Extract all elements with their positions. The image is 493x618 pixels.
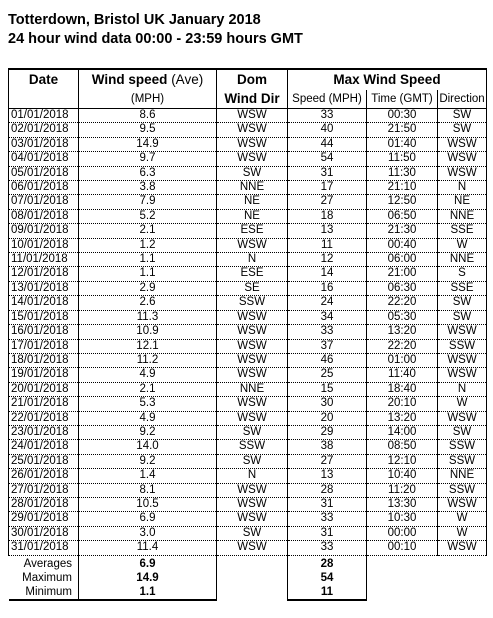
cell-max-dir: SSE — [438, 224, 487, 238]
cell-dom-dir: SW — [217, 526, 288, 540]
cell-avg-speed: 9.2 — [79, 425, 217, 439]
table-row — [9, 123, 487, 137]
cell-avg-speed: 11.4 — [79, 541, 217, 555]
table-row — [9, 224, 487, 238]
cell-dom-dir: WSW — [217, 512, 288, 526]
cell-dom-dir: WSW — [217, 497, 288, 511]
table-row — [9, 397, 487, 411]
summary-row — [9, 555, 487, 571]
summary-label: Maximum — [22, 571, 72, 584]
cell-date: 17/01/2018 — [9, 339, 79, 353]
table-row — [9, 152, 487, 166]
cell-max-dir: WSW — [438, 325, 487, 339]
cell-max-speed: 18 — [288, 209, 367, 223]
table-row — [9, 137, 487, 151]
cell-time: 12:10 — [367, 454, 438, 468]
cell-dom-dir: WSW — [217, 339, 288, 353]
cell-max-speed: 14 — [288, 267, 367, 281]
cell-avg-speed: 2.1 — [79, 224, 217, 238]
cell-max-dir: SW — [438, 310, 487, 324]
cell-avg-speed: 7.9 — [79, 195, 217, 209]
cell-date: 22/01/2018 — [9, 411, 79, 425]
cell-avg-speed: 8.6 — [79, 109, 217, 123]
cell-max-dir: SSE — [438, 281, 487, 295]
summary-spacer — [217, 555, 288, 571]
cell-avg-speed: 1.2 — [79, 238, 217, 252]
cell-dom-dir: WSW — [217, 109, 288, 123]
cell-max-speed: 25 — [288, 368, 367, 382]
cell-date: 26/01/2018 — [9, 469, 79, 483]
cell-date: 08/01/2018 — [9, 209, 79, 223]
cell-avg-speed: 14.0 — [79, 440, 217, 454]
cell-avg-speed: 8.1 — [79, 483, 217, 497]
cell-avg-speed: 4.9 — [79, 368, 217, 382]
cell-date: 27/01/2018 — [9, 483, 79, 497]
header-date-blank — [9, 90, 79, 109]
cell-time: 13:20 — [367, 325, 438, 339]
cell-time: 22:20 — [367, 339, 438, 353]
table-row — [9, 181, 487, 195]
header-wind-speed-label: Wind speed — [91, 72, 168, 87]
cell-max-dir: W — [438, 238, 487, 252]
data-rows — [9, 109, 487, 556]
cell-dom-dir: NNE — [217, 382, 288, 396]
header-wind-speed — [79, 69, 217, 90]
cell-dom-dir: NNE — [217, 181, 288, 195]
summary-spacer — [367, 555, 438, 571]
cell-max-speed: 31 — [288, 497, 367, 511]
table-row — [9, 526, 487, 540]
summary-spacer — [438, 555, 487, 571]
cell-time: 18:40 — [367, 382, 438, 396]
cell-avg-speed: 10.5 — [79, 497, 217, 511]
table-row — [9, 353, 487, 367]
cell-time: 00:40 — [367, 238, 438, 252]
cell-max-dir: NNE — [438, 209, 487, 223]
summary-avg-speed: 14.9 — [79, 571, 217, 585]
cell-max-dir: WSW — [438, 541, 487, 555]
cell-date: 30/01/2018 — [9, 526, 79, 540]
cell-avg-speed: 1.4 — [79, 469, 217, 483]
cell-avg-speed: 2.1 — [79, 382, 217, 396]
table-row — [9, 368, 487, 382]
table-row — [9, 425, 487, 439]
header-wind-dir: Wind Dir — [217, 90, 288, 109]
cell-date: 31/01/2018 — [9, 541, 79, 555]
cell-dom-dir: WSW — [217, 411, 288, 425]
cell-max-speed: 33 — [288, 541, 367, 555]
cell-date: 11/01/2018 — [9, 253, 79, 267]
cell-time: 12:50 — [367, 195, 438, 209]
table-row — [9, 512, 487, 526]
summary-max-speed: 54 — [288, 571, 367, 585]
cell-dom-dir: WSW — [217, 397, 288, 411]
cell-dom-dir: WSW — [217, 368, 288, 382]
summary-spacer — [438, 585, 487, 600]
cell-date: 05/01/2018 — [9, 166, 79, 180]
cell-dom-dir: WSW — [217, 541, 288, 555]
summary-label: Minimum — [9, 585, 79, 600]
cell-date: 13/01/2018 — [9, 281, 79, 295]
cell-dom-dir: SW — [217, 454, 288, 468]
cell-max-speed: 44 — [288, 137, 367, 151]
cell-date: 21/01/2018 — [9, 397, 79, 411]
cell-dom-dir: SSW — [217, 296, 288, 310]
cell-max-dir: N — [438, 382, 487, 396]
cell-avg-speed: 12.1 — [79, 339, 217, 353]
cell-dom-dir: SW — [217, 166, 288, 180]
cell-max-speed: 37 — [288, 339, 367, 353]
cell-dom-dir: WSW — [217, 483, 288, 497]
cell-dom-dir: ESE — [217, 224, 288, 238]
cell-time: 01:40 — [367, 137, 438, 151]
cell-time: 11:30 — [367, 166, 438, 180]
cell-max-speed: 27 — [288, 195, 367, 209]
cell-avg-speed: 3.8 — [79, 181, 217, 195]
table-row — [9, 195, 487, 209]
cell-avg-speed: 1.1 — [79, 253, 217, 267]
cell-time: 01:00 — [367, 353, 438, 367]
cell-dom-dir: SSW — [217, 440, 288, 454]
cell-max-speed: 31 — [288, 526, 367, 540]
cell-max-dir: N — [438, 181, 487, 195]
cell-avg-speed: 6.3 — [79, 166, 217, 180]
cell-time: 08:50 — [367, 440, 438, 454]
cell-max-speed: 13 — [288, 469, 367, 483]
cell-max-speed: 27 — [288, 454, 367, 468]
table-row — [9, 382, 487, 396]
cell-max-speed: 11 — [288, 238, 367, 252]
cell-avg-speed: 10.9 — [79, 325, 217, 339]
cell-date: 06/01/2018 — [9, 181, 79, 195]
cell-max-dir: WSW — [438, 166, 487, 180]
cell-time: 21:50 — [367, 123, 438, 137]
table-row — [9, 497, 487, 511]
header-direction: Direction — [438, 90, 487, 109]
summary-row — [9, 571, 487, 585]
cell-max-dir: W — [438, 526, 487, 540]
cell-dom-dir: SW — [217, 425, 288, 439]
cell-date: 25/01/2018 — [9, 454, 79, 468]
cell-time: 13:20 — [367, 411, 438, 425]
page-subtitle: 24 hour wind data 00:00 - 23:59 hours GMT — [8, 31, 303, 47]
cell-date: 14/01/2018 — [9, 296, 79, 310]
summary-spacer — [367, 585, 438, 600]
cell-max-speed: 33 — [288, 109, 367, 123]
header-speed-mph: Speed (MPH) — [288, 90, 367, 109]
cell-avg-speed: 6.9 — [79, 512, 217, 526]
cell-max-dir: SW — [438, 109, 487, 123]
table-row — [9, 209, 487, 223]
cell-avg-speed: 9.2 — [79, 454, 217, 468]
cell-date: 15/01/2018 — [9, 310, 79, 324]
cell-avg-speed: 9.5 — [79, 123, 217, 137]
cell-avg-speed: 2.9 — [79, 281, 217, 295]
cell-max-dir: SSW — [438, 339, 487, 353]
cell-dom-dir: ESE — [217, 267, 288, 281]
summary-avg-speed: 6.9 — [79, 555, 217, 571]
cell-dom-dir: WSW — [217, 238, 288, 252]
cell-time: 22:20 — [367, 296, 438, 310]
table-row — [9, 238, 487, 252]
cell-time: 00:10 — [367, 541, 438, 555]
cell-date: 12/01/2018 — [9, 267, 79, 281]
cell-max-dir: W — [438, 512, 487, 526]
table-row — [9, 339, 487, 353]
cell-date: 03/01/2018 — [9, 137, 79, 151]
table-row — [9, 469, 487, 483]
cell-time: 06:50 — [367, 209, 438, 223]
cell-time: 00:30 — [367, 109, 438, 123]
cell-dom-dir: WSW — [217, 152, 288, 166]
table-row — [9, 253, 487, 267]
cell-max-speed: 46 — [288, 353, 367, 367]
cell-max-speed: 54 — [288, 152, 367, 166]
cell-max-dir: SSW — [438, 483, 487, 497]
table-row — [9, 267, 487, 281]
cell-max-dir: S — [438, 267, 487, 281]
summary-label: Averages — [23, 557, 72, 570]
cell-max-dir: SSW — [438, 454, 487, 468]
table-row — [9, 411, 487, 425]
cell-max-dir: WSW — [438, 368, 487, 382]
cell-time: 10:40 — [367, 469, 438, 483]
wind-data-table — [8, 68, 487, 601]
cell-max-speed: 33 — [288, 325, 367, 339]
cell-date: 10/01/2018 — [9, 238, 79, 252]
cell-dom-dir: NE — [217, 209, 288, 223]
cell-date: 04/01/2018 — [9, 152, 79, 166]
summary-spacer — [367, 571, 438, 585]
summary-max-speed: 28 — [288, 555, 367, 571]
table-row — [9, 281, 487, 295]
cell-time: 11:40 — [367, 368, 438, 382]
cell-date: 18/01/2018 — [9, 353, 79, 367]
cell-max-dir: SSW — [438, 440, 487, 454]
cell-max-speed: 16 — [288, 281, 367, 295]
cell-date: 16/01/2018 — [9, 325, 79, 339]
cell-max-speed: 13 — [288, 224, 367, 238]
cell-max-speed: 29 — [288, 425, 367, 439]
table-row — [9, 483, 487, 497]
cell-time: 06:00 — [367, 253, 438, 267]
cell-max-speed: 17 — [288, 181, 367, 195]
cell-max-dir: W — [438, 397, 487, 411]
cell-avg-speed: 3.0 — [79, 526, 217, 540]
cell-time: 05:30 — [367, 310, 438, 324]
summary-row — [9, 585, 487, 600]
cell-avg-speed: 11.2 — [79, 353, 217, 367]
cell-max-speed: 15 — [288, 382, 367, 396]
cell-max-speed: 12 — [288, 253, 367, 267]
cell-dom-dir: NE — [217, 195, 288, 209]
summary-spacer — [217, 571, 288, 585]
cell-time: 21:10 — [367, 181, 438, 195]
cell-dom-dir: N — [217, 253, 288, 267]
cell-max-speed: 38 — [288, 440, 367, 454]
cell-max-dir: NNE — [438, 469, 487, 483]
cell-max-speed: 33 — [288, 512, 367, 526]
cell-max-dir: NE — [438, 195, 487, 209]
table-row — [9, 109, 487, 123]
cell-max-dir: WSW — [438, 411, 487, 425]
cell-avg-speed: 4.9 — [79, 411, 217, 425]
summary-avg-speed: 1.1 — [79, 585, 217, 600]
cell-dom-dir: WSW — [217, 353, 288, 367]
cell-dom-dir: WSW — [217, 310, 288, 324]
cell-date: 20/01/2018 — [9, 382, 79, 396]
cell-date: 01/01/2018 — [9, 109, 79, 123]
table-row — [9, 440, 487, 454]
cell-date: 07/01/2018 — [9, 195, 79, 209]
cell-time: 11:20 — [367, 483, 438, 497]
cell-max-speed: 28 — [288, 483, 367, 497]
cell-time: 20:10 — [367, 397, 438, 411]
cell-max-dir: NNE — [438, 253, 487, 267]
cell-max-dir: SW — [438, 296, 487, 310]
header-max-wind-speed: Max Wind Speed — [288, 69, 487, 90]
cell-avg-speed: 14.9 — [79, 137, 217, 151]
cell-time: 06:30 — [367, 281, 438, 295]
cell-time: 14:00 — [367, 425, 438, 439]
cell-max-dir: WSW — [438, 152, 487, 166]
cell-dom-dir: N — [217, 469, 288, 483]
cell-max-speed: 24 — [288, 296, 367, 310]
cell-max-dir: WSW — [438, 353, 487, 367]
cell-dom-dir: WSW — [217, 325, 288, 339]
header-date: Date — [9, 69, 79, 90]
table-row — [9, 296, 487, 310]
cell-dom-dir: WSW — [217, 123, 288, 137]
header-wind-speed-unit: (MPH) — [79, 90, 217, 109]
table-row — [9, 325, 487, 339]
table-row — [9, 310, 487, 324]
cell-max-speed: 34 — [288, 310, 367, 324]
cell-time: 21:30 — [367, 224, 438, 238]
table-row — [9, 541, 487, 555]
cell-time: 13:30 — [367, 497, 438, 511]
table-row — [9, 454, 487, 468]
cell-max-speed: 20 — [288, 411, 367, 425]
cell-max-speed: 31 — [288, 166, 367, 180]
cell-time: 00:00 — [367, 526, 438, 540]
summary-spacer — [438, 571, 487, 585]
cell-max-speed: 30 — [288, 397, 367, 411]
cell-time: 11:50 — [367, 152, 438, 166]
cell-date: 24/01/2018 — [9, 440, 79, 454]
summary-max-speed: 11 — [288, 585, 367, 600]
cell-max-dir: SW — [438, 123, 487, 137]
cell-avg-speed: 5.3 — [79, 397, 217, 411]
cell-dom-dir: WSW — [217, 137, 288, 151]
cell-max-dir: WSW — [438, 137, 487, 151]
cell-dom-dir: SE — [217, 281, 288, 295]
cell-date: 09/01/2018 — [9, 224, 79, 238]
cell-time: 21:00 — [367, 267, 438, 281]
cell-date: 23/01/2018 — [9, 425, 79, 439]
cell-avg-speed: 5.2 — [79, 209, 217, 223]
cell-time: 10:30 — [367, 512, 438, 526]
cell-date: 29/01/2018 — [9, 512, 79, 526]
header-wind-speed-ave: (Ave) — [171, 72, 204, 87]
summary-spacer — [217, 585, 288, 600]
page-title: Totterdown, Bristol UK January 2018 — [8, 12, 261, 28]
cell-max-speed: 40 — [288, 123, 367, 137]
summary-rows — [9, 555, 487, 600]
header-dom: Dom — [217, 69, 288, 90]
cell-avg-speed: 9.7 — [79, 152, 217, 166]
header-time-gmt: Time (GMT) — [367, 90, 438, 109]
table-row — [9, 166, 487, 180]
cell-date: 28/01/2018 — [9, 497, 79, 511]
cell-date: 02/01/2018 — [9, 123, 79, 137]
cell-max-dir: WSW — [438, 497, 487, 511]
cell-avg-speed: 2.6 — [79, 296, 217, 310]
cell-max-dir: SW — [438, 425, 487, 439]
cell-date: 19/01/2018 — [9, 368, 79, 382]
cell-avg-speed: 1.1 — [79, 267, 217, 281]
cell-avg-speed: 11.3 — [79, 310, 217, 324]
